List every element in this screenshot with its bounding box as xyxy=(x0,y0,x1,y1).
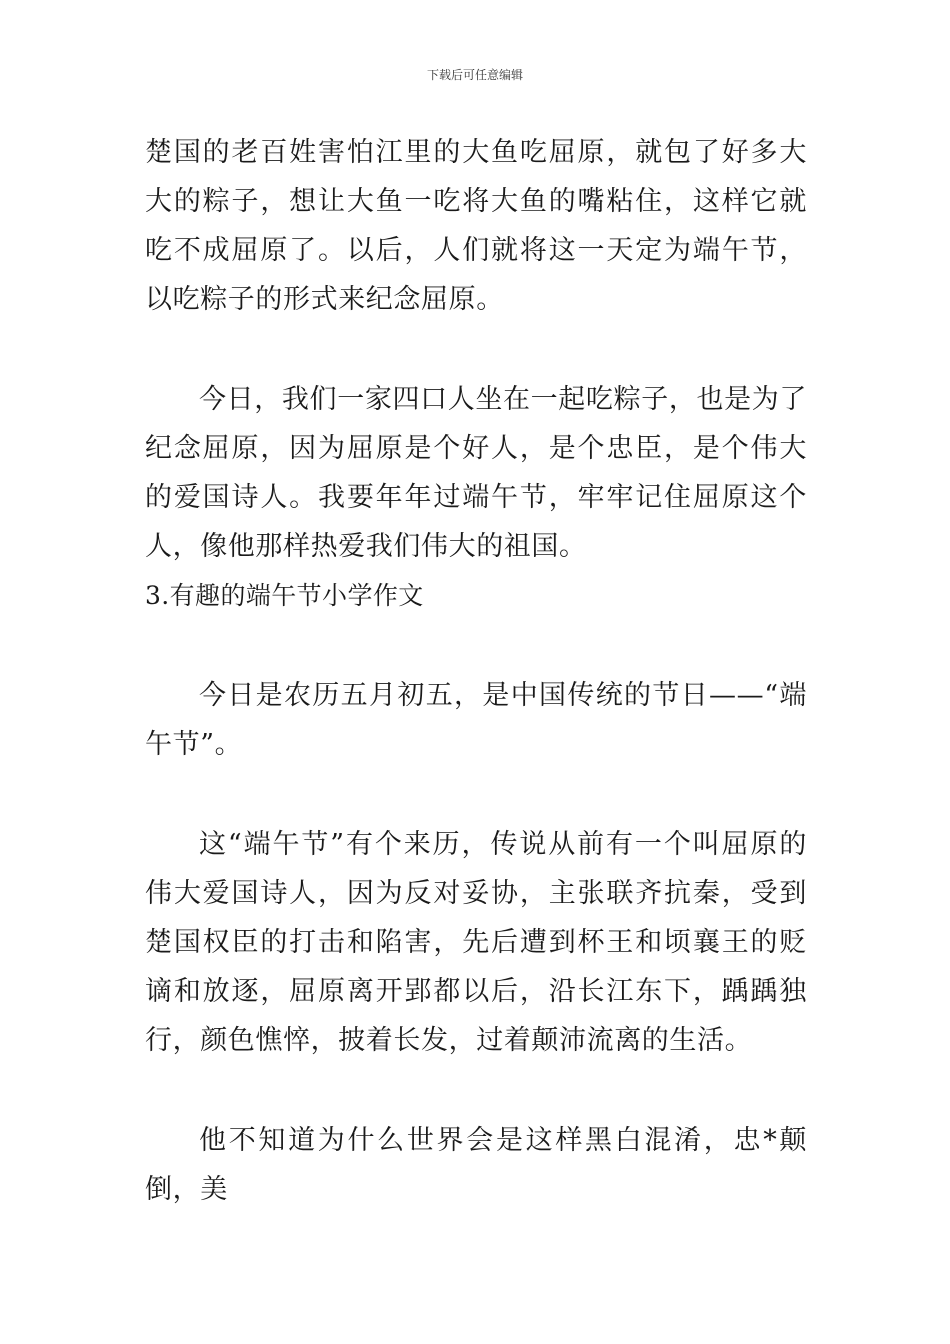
page-header: 下载后可任意编辑 xyxy=(426,68,523,82)
paragraph-5: 他不知道为什么世界会是这样黑白混淆，忠*颠倒，美 xyxy=(145,1125,807,1205)
paragraph-3: 今日是农历五月初五，是中国传统的节日——“端午节”。 xyxy=(145,680,807,760)
document-body xyxy=(145,128,807,1214)
section-heading: 3.有趣的端午节小学作文 xyxy=(145,581,424,610)
paragraph-4: 这“端午节”有个来历，传说从前有一个叫屈原的伟大爱国诗人，因为反对妥协，主张联齐抗秦，受到楚国权臣的打击和陷害，先后遭到杯王和顷襄王的贬谪和放逐，屈原离开郢都以后，沿长江东下，踽踽独行，颜色憔悴，披着长发，过着颠沛流离的生活。 xyxy=(145,829,807,1056)
paragraph-2: 今日，我们一家四口人坐在一起吃粽子，也是为了纪念屈原，因为屈原是个好人，是个忠臣，是个伟大的爱国诗人。我要年年过端午节，牢牢记住屈原这个人，像他那样热爱我们伟大的祖国。 xyxy=(145,384,807,562)
paragraph-1: 楚国的老百姓害怕江里的大鱼吃屈原，就包了好多大大的粽子，想让大鱼一吃将大鱼的嘴粘住，这样它就吃不成屈原了。以后，人们就将这一天定为端午节，以吃粽子的形式来纪念屈原。 xyxy=(145,137,807,315)
